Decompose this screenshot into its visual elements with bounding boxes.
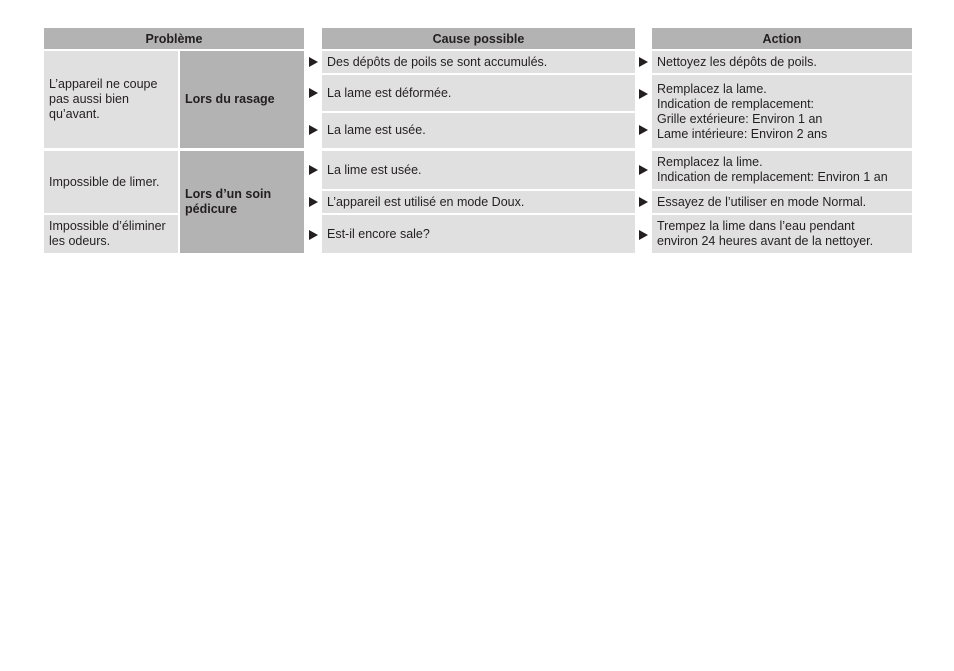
arrow-icon: [636, 56, 650, 68]
action-line: Remplacez la lame.: [657, 81, 767, 96]
cause-cell: [322, 75, 635, 111]
problem-line: les odeurs.: [49, 234, 111, 248]
header-problem: Problème: [44, 28, 304, 49]
arrow-icon: [636, 196, 650, 208]
cause-text: L’appareil est utilisé en mode Doux.: [327, 194, 525, 209]
action-cell: [652, 51, 912, 73]
problem-cell: [44, 215, 178, 253]
action-cell: [652, 191, 912, 213]
cause-text: La lime est usée.: [327, 162, 422, 177]
action-text: Essayez de l’utiliser en mode Normal.: [657, 194, 867, 209]
context-cell: [180, 51, 304, 148]
problem-line: pas aussi bien: [49, 92, 129, 106]
cause-cell: [322, 51, 635, 73]
action-cell: [652, 75, 912, 148]
arrow-icon: [636, 88, 650, 100]
problem-cell: [44, 51, 178, 148]
arrow-icon: [636, 229, 650, 241]
action-text: Nettoyez les dépôts de poils.: [657, 54, 817, 69]
context-line: Lors d’un soin: [185, 187, 272, 201]
problem-text: Impossible de limer.: [49, 174, 160, 189]
context-text: Lors du rasage: [185, 92, 275, 106]
cause-cell: [322, 151, 635, 189]
arrow-icon: [636, 124, 650, 136]
arrow-icon: [306, 229, 320, 241]
header-action: Action: [652, 28, 912, 49]
action-cell: [652, 215, 912, 253]
action-cell: [652, 151, 912, 189]
cause-cell: [322, 113, 635, 148]
action-line: Remplacez la lime.: [657, 155, 763, 169]
cause-cell: [322, 215, 635, 253]
problem-cell: [44, 151, 178, 213]
arrow-icon: [306, 196, 320, 208]
action-line: environ 24 heures avant de la nettoyer.: [657, 234, 874, 248]
problem-line: Impossible d’éliminer: [49, 219, 166, 233]
context-line: pédicure: [185, 202, 238, 216]
cause-cell: [322, 191, 635, 213]
action-line: Indication de remplacement:: [657, 96, 815, 111]
arrow-icon: [306, 164, 320, 176]
problem-line: L’appareil ne coupe: [49, 77, 158, 91]
action-line: Lame intérieure: Environ 2 ans: [657, 126, 828, 141]
arrow-icon: [306, 124, 320, 136]
cause-text: Est-il encore sale?: [327, 226, 430, 241]
action-line: Grille extérieure: Environ 1 an: [657, 111, 823, 126]
context-cell: [180, 151, 304, 253]
arrow-icon: [306, 87, 320, 99]
arrow-icon: [636, 164, 650, 176]
cause-text: La lame est usée.: [327, 123, 426, 137]
cause-text: La lame est déformée.: [327, 85, 452, 100]
header-cause: Cause possible: [322, 28, 635, 49]
action-line: Indication de remplacement: Environ 1 an: [657, 170, 888, 184]
action-line: Trempez la lime dans l’eau pendant: [657, 219, 855, 233]
problem-line: qu’avant.: [49, 107, 100, 121]
arrow-icon: [306, 56, 320, 68]
cause-text: Des dépôts de poils se sont accumulés.: [327, 54, 548, 69]
